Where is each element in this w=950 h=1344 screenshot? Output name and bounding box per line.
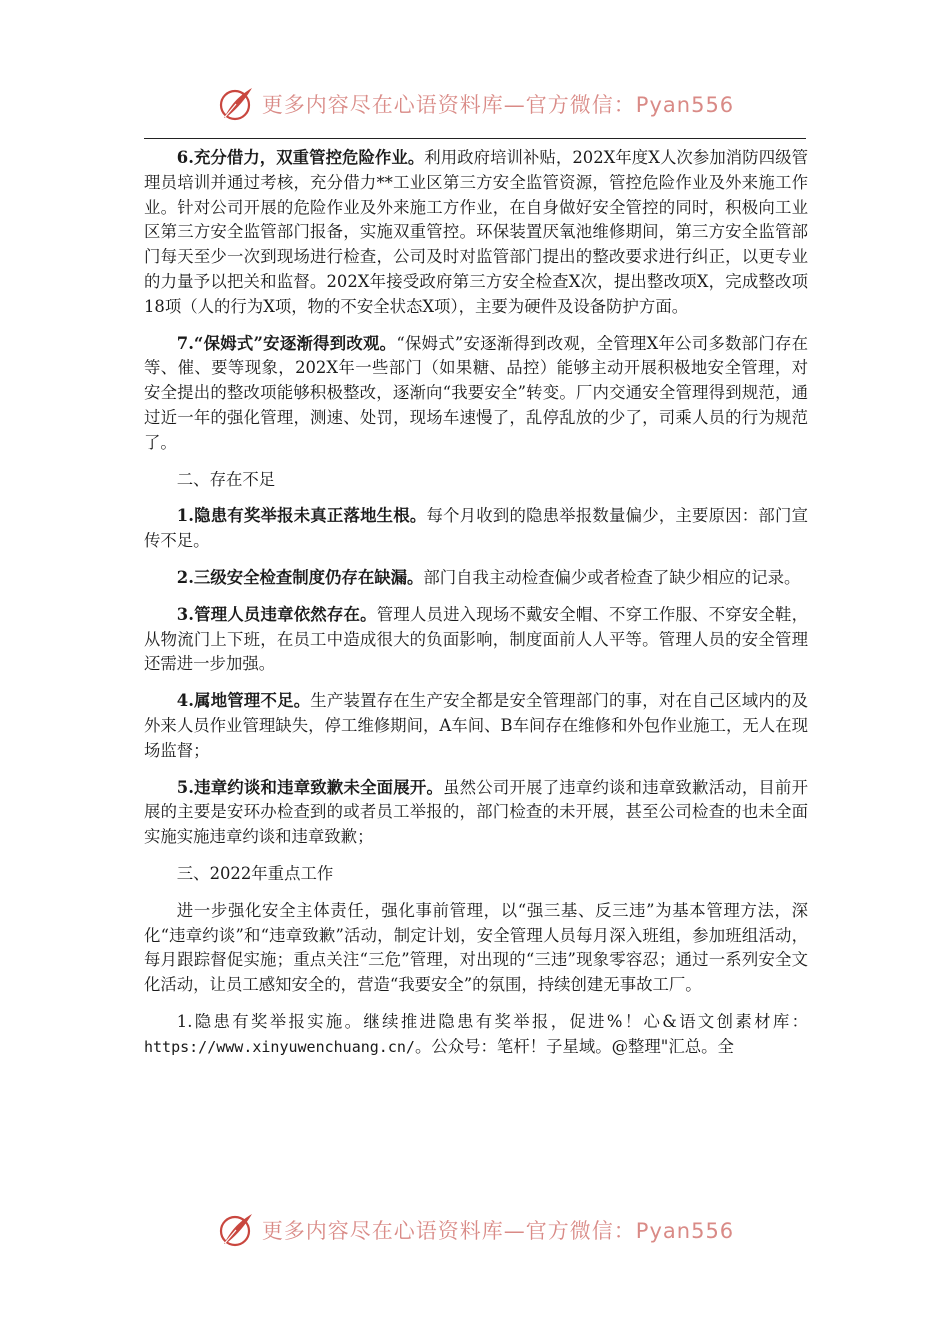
paragraph-body: 部门自我主动检查偏少或者检查了缺少相应的记录。 xyxy=(423,567,801,587)
section-heading-2022-priorities xyxy=(144,862,808,887)
paragraph-body: 管理人员进入现场不戴安全帽、不穿工作服、不穿安全鞋，从物流门上下班，在员工中造成很大的负面影响，制度面前人人平等。管理人员的安全管理还需进一步加强。 xyxy=(144,604,808,674)
paragraph-lead: 1.隐患有奖举报未真正落地生根。 xyxy=(176,506,427,526)
paragraph-shortcoming-3 xyxy=(144,603,808,677)
section-heading-shortcomings xyxy=(144,468,808,493)
paragraph-lead: 7.“保姆式”安逐渐得到改观。 xyxy=(176,333,397,353)
paragraph-lead: 6.充分借力，双重管控危险作业。 xyxy=(176,148,425,167)
document-body xyxy=(144,146,808,1072)
paragraph-body: 进一步强化安全主体责任，强化事前管理，以“强三基、反三违”为基本管理方法，深化“违章约谈”和“违章致歉”活动，制定计划，安全管理人员每月深入班组，参加班组活动，每月跟踪督促实施；重点关注“三危”管理，对出现的“三违”现象零容忍；通过一系列安全文化活动，让员工感知安全的，营造“我要安全”的氛围，持续创建无事故工厂。 xyxy=(144,900,808,995)
paragraph-7-nanny-style xyxy=(144,332,808,456)
quill-pen-logo-icon xyxy=(216,84,256,124)
paragraph-shortcoming-1 xyxy=(144,504,808,554)
paragraph-body: 。公众号：笔杆！子星域。@整理"汇总。全 xyxy=(414,1036,734,1056)
banner-text: 更多内容尽在心语资料库—官方微信：Pyan556 xyxy=(261,93,735,117)
paragraph-body: 虽然公司开展了违章约谈和违章致歉活动，目前开展的主要是安环办检查到的或者员工举报的，部门检查的未开展，甚至公司检查的也未全面实施实施违章约谈和违章致歉； xyxy=(144,777,808,847)
paragraph-lead: 4.属地管理不足。 xyxy=(176,691,311,711)
paragraph-lead: 2.三级安全检查制度仍存在缺漏。 xyxy=(176,567,424,587)
paragraph-body: 1.隐患有奖举报实施。继续推进隐患有奖举报，促进%！心&语文创素材库： xyxy=(176,1011,808,1031)
paragraph-shortcoming-4 xyxy=(144,689,808,763)
paragraph-shortcoming-2 xyxy=(144,566,808,591)
paragraph-6-share-strength xyxy=(144,146,808,320)
paragraph-lead: 3.管理人员违章依然存在。 xyxy=(176,604,377,624)
paragraph-lead: 5.违章约谈和违章致歉未全面展开。 xyxy=(176,777,444,797)
paragraph-priorities-intro xyxy=(144,899,808,998)
quill-pen-logo-icon xyxy=(216,1210,256,1250)
header-divider xyxy=(144,138,806,139)
website-link[interactable]: https://www.xinyuwenchuang.cn/ xyxy=(144,1037,415,1056)
footer-banner xyxy=(0,1210,950,1250)
paragraph-shortcoming-5 xyxy=(144,776,808,850)
paragraph-body: 每个月收到的隐患举报数量偏少，主要原因：部门宣传不足。 xyxy=(144,506,808,551)
banner-text: 更多内容尽在心语资料库—官方微信：Pyan556 xyxy=(261,1219,735,1243)
section-heading: 三、2022年重点工作 xyxy=(176,863,334,883)
paragraph-body: 利用政府培训补贴，202X年度X人次参加消防四级管理员培训并通过考核，充分借力**工业区第三方安全监管资源，管控危险作业及外来施工作业。针对公司开展的危险作业及外来施工方作业，在自身做好安全管控的同时，积极向工业区第三方安全监管部门报备，实施双重管控。环保装置厌氧池维修期间，第三方安全监管部门每天至少一次到现场进行检查，公司及时对监管部门提出的整改要求进行纠正，以更专业的力量予以把关和监督。202X年接受政府第三方安全检查X次，提出整改项X，完成整改项18项（人的行为X项，物的不安全状态X项），主要为硬件及设备防护方面。 xyxy=(144,148,808,316)
paragraph-body: 生产装置存在生产安全都是安全管理部门的事，对在自己区域内的及外来人员作业管理缺失，停工维修期间，A车间、B车间存在维修和外包作业施工，无人在现场监督； xyxy=(144,691,808,760)
paragraph-body: “保姆式”安逐渐得到改观，全管理X年公司多数部门存在等、催、要等现象，202X年一些部门（如果糖、品控）能够主动开展积极地安全管理，对安全提出的整改项能够积极整改，逐渐向“我要安全”转变。厂内交通安全管理得到规范，通过近一年的强化管理，测速、处罚，现场车速慢了，乱停乱放的少了，司乘人员的行为规范了。 xyxy=(144,333,808,452)
paragraph-priority-1 xyxy=(144,1010,808,1060)
header-banner xyxy=(0,84,950,124)
section-heading: 二、存在不足 xyxy=(176,469,276,489)
